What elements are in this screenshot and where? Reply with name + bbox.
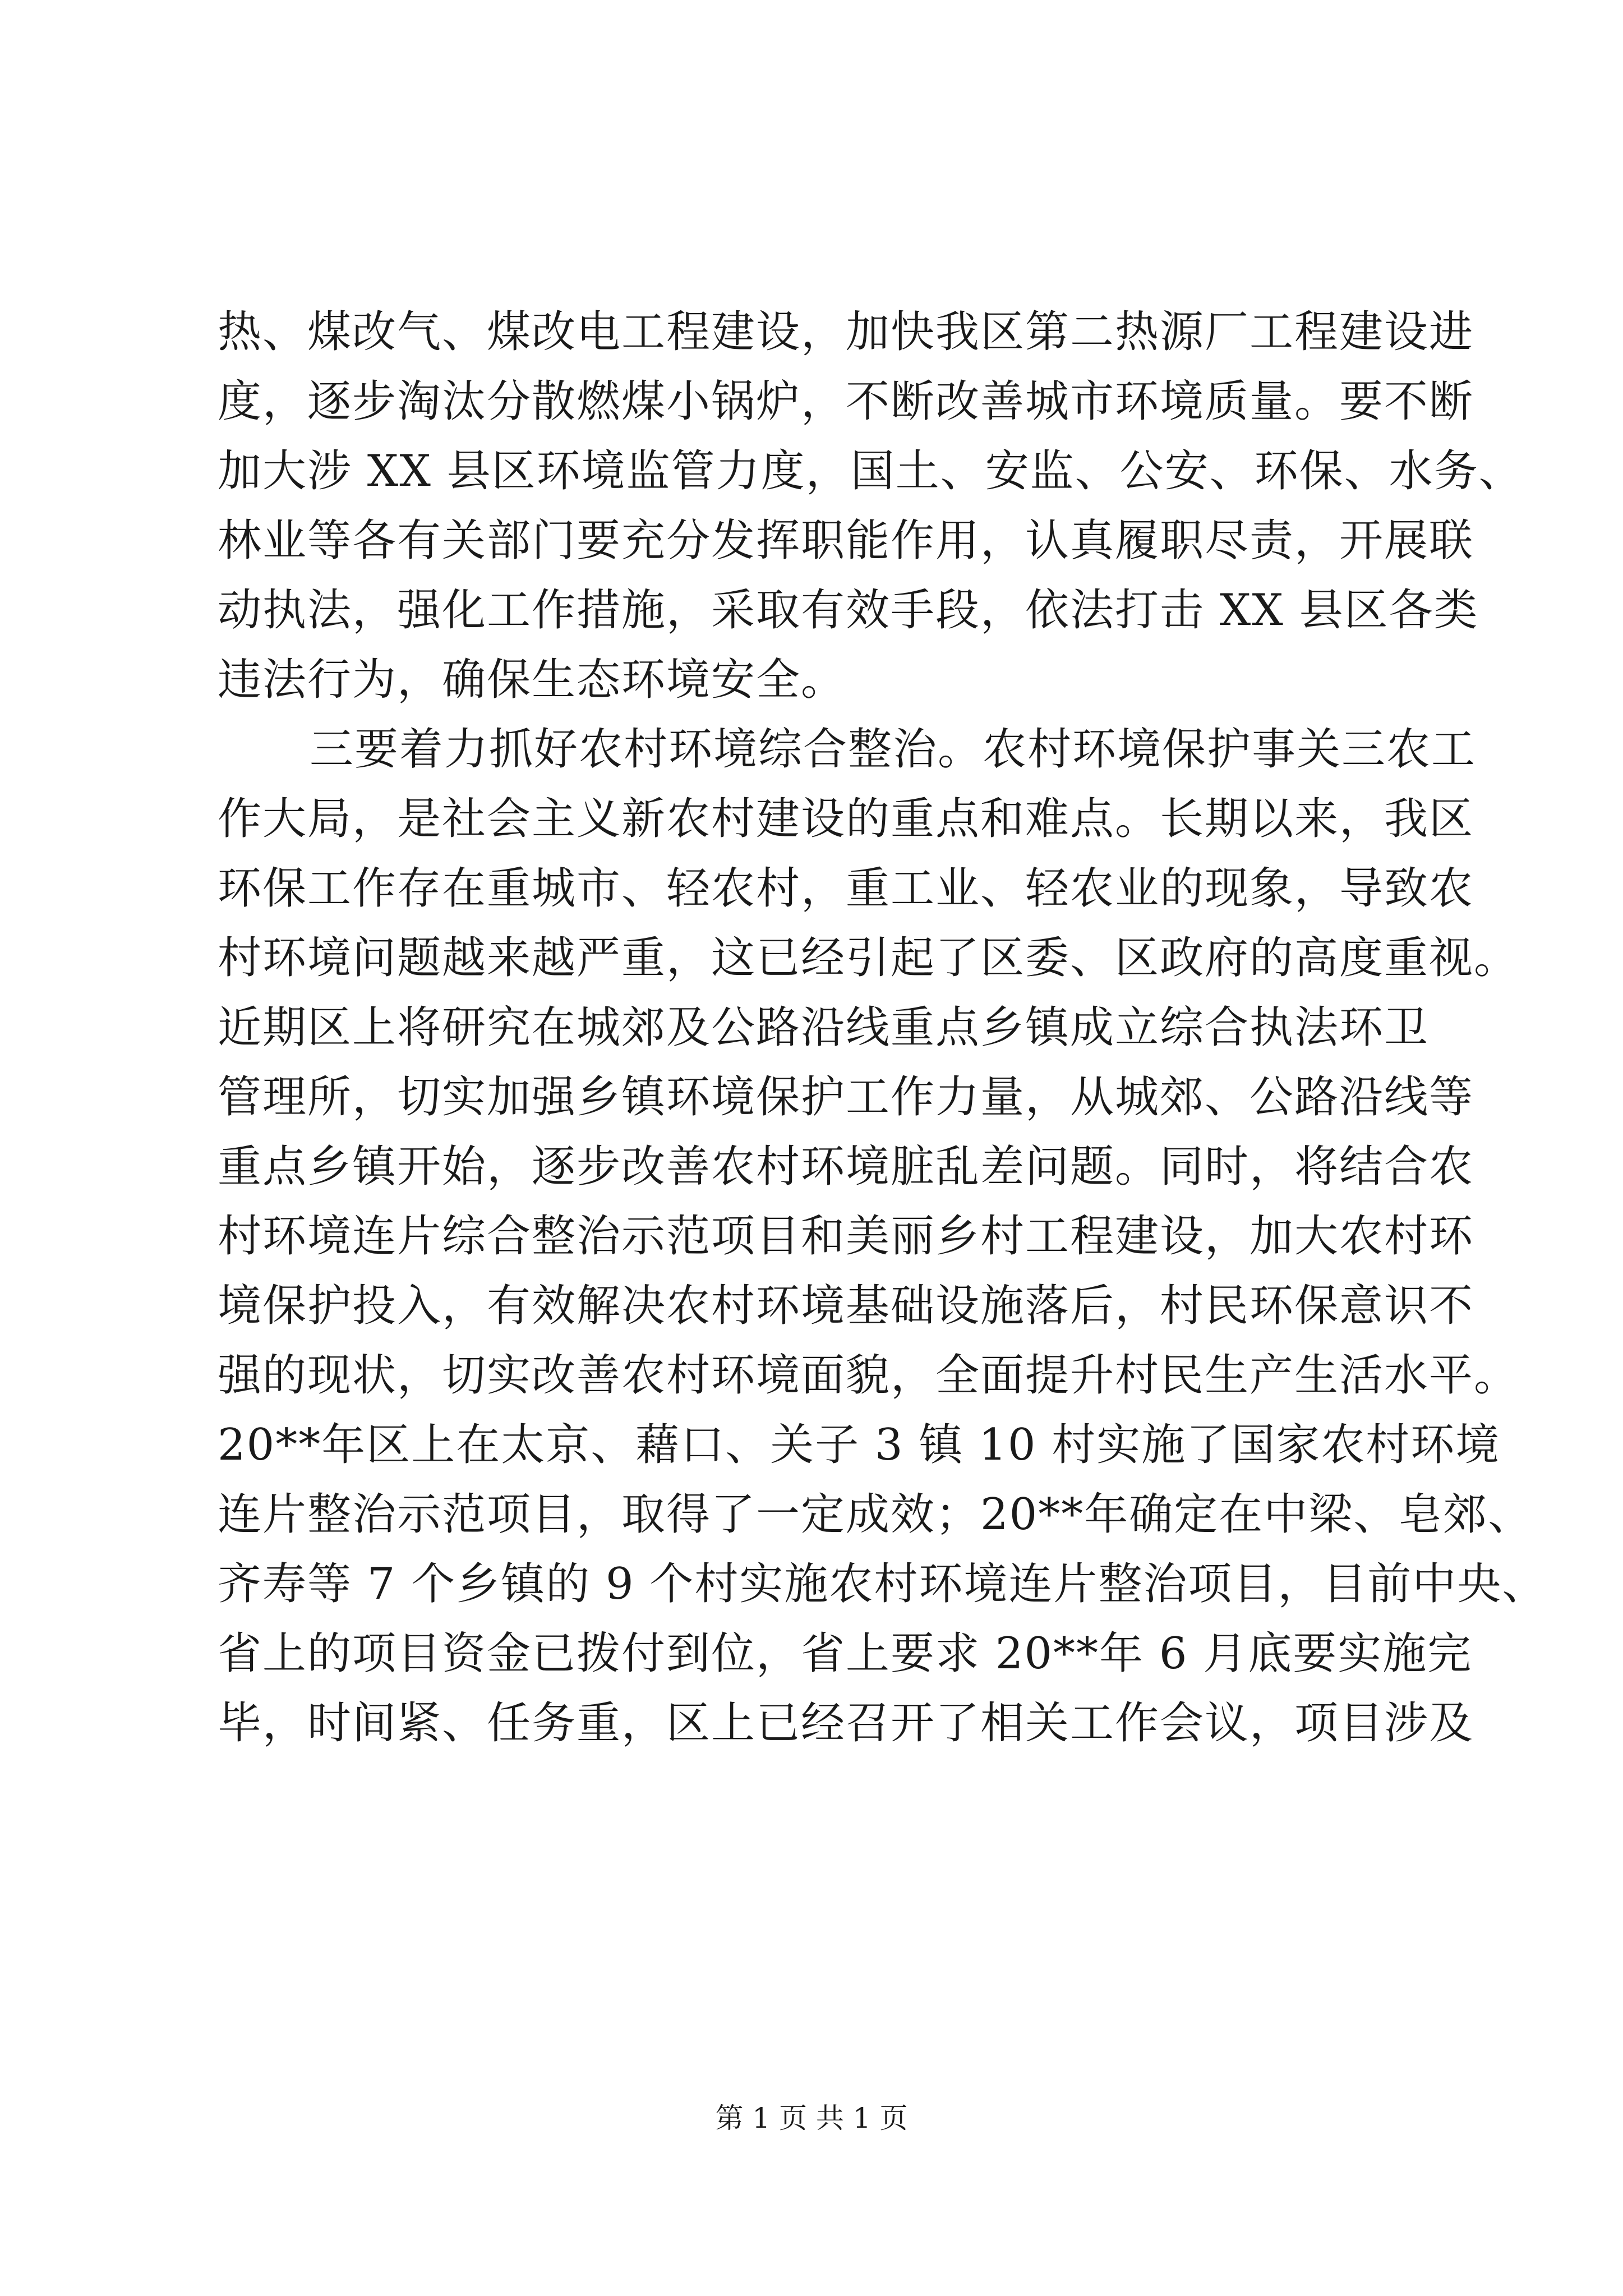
text-line: 连片整治示范项目，取得了一定成效；20**年确定在中梁、皂郊、 [218,1489,1533,1540]
text-line: 环保工作存在重城市、轻农村，重工业、轻农业的现象，导致农 [218,863,1474,914]
text-line: 违法行为，确保生态环境安全。 [218,655,846,705]
text-line: 村环境问题越来越严重，这已经引起了区委、区政府的高度重视。 [218,933,1519,983]
text-line: 重点乡镇开始，逐步改善农村环境脏乱差问题。同时，将结合农 [218,1142,1474,1192]
page-number-footer: 第 1 页 共 1 页 [715,2102,908,2134]
text-line: 强的现状，切实改善农村环境面貌，全面提升村民生产生活水平。 [218,1350,1519,1401]
text-line: 毕，时间紧、任务重，区上已经召开了相关工作会议，项目涉及 [218,1698,1474,1749]
text-line: 省上的项目资金已拨付到位，省上要求 20**年 6 月底要实施完 [218,1628,1473,1679]
text-line: 作大局，是社会主义新农村建设的重点和难点。长期以来，我区 [218,794,1474,844]
document-body [218,297,1547,1758]
text-line: 三要着力抓好农村环境综合整治。农村环境保护事关三农工 [310,724,1477,775]
text-line: 管理所，切实加强乡镇环境保护工作力量，从城郊、公路沿线等 [218,1072,1474,1122]
text-line: 村环境连片综合整治示范项目和美丽乡村工程建设，加大农村环 [218,1211,1474,1262]
text-line: 林业等各有关部门要充分发挥职能作用，认真履职尽责，开展联 [218,516,1474,566]
text-line: 加大涉 XX 县区环境监管力度，国土、安监、公安、环保、水务、 [218,446,1524,496]
text-line: 动执法，强化工作措施，采取有效手段，依法打击 XX 县区各类 [218,585,1479,636]
text-line: 度，逐步淘汰分散燃煤小锅炉，不断改善城市环境质量。要不断 [218,376,1474,427]
text-line: 齐寿等 7 个乡镇的 9 个村实施农村环境连片整治项目，目前中央、 [218,1559,1547,1609]
text-line: 20**年区上在太京、藉口、关子 3 镇 10 村实施了国家农村环境 [218,1420,1501,1470]
text-line: 热、煤改气、煤改电工程建设，加快我区第二热源厂工程建设进 [218,307,1474,357]
paragraph-1 [218,297,1524,715]
paragraph-2 [218,715,1547,1758]
text-line: 近期区上将研究在城郊及公路沿线重点乡镇成立综合执法环卫 [218,1002,1430,1053]
text-line: 境保护投入，有效解决农村环境基础设施落后，村民环保意识不 [218,1281,1474,1331]
